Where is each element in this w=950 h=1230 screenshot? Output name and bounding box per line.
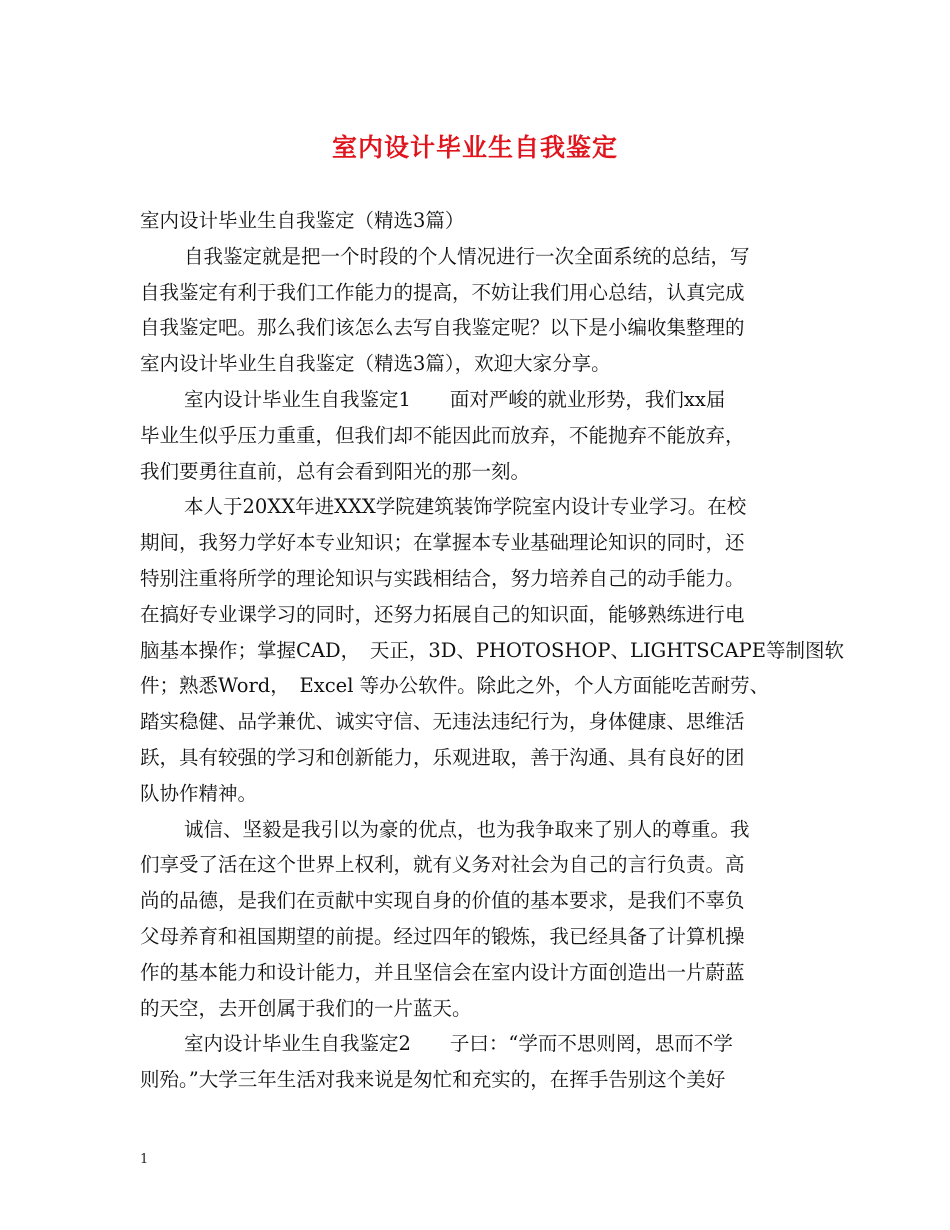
text-line: 毕业生似乎压力重重，但我们却不能因此而放弃，不能抛弃不能放弃， xyxy=(140,423,745,447)
text-line: 父母养育和祖国期望的前提。经过四年的锻炼，我已经具备了计算机操 xyxy=(140,924,745,948)
text-line: 自我鉴定有利于我们工作能力的提高，不妨让我们用心总结，认真完成 xyxy=(140,280,745,304)
text-line: 室内设计毕业生自我鉴定2 子曰：“学而不思则罔，思而不学 xyxy=(184,1032,733,1056)
document-title: 室内设计毕业生自我鉴定 xyxy=(331,133,618,162)
text-line: 自我鉴定就是把一个时段的个人情况进行一次全面系统的总结，写 xyxy=(184,244,750,268)
text-line: 尚的品德，是我们在贡献中实现自身的价值的基本要求，是我们不辜负 xyxy=(140,889,745,913)
text-line: 的天空，去开创属于我们的一片蓝天。 xyxy=(140,996,472,1020)
text-line: 队协作精神。 xyxy=(140,781,258,805)
document-body xyxy=(140,203,844,1098)
text-line: 脑基本操作；掌握CAD， 天正，3D、PHOTOSHOP、LIGHTSCAPE等制图软 xyxy=(140,638,844,662)
text-line: 在搞好专业课学习的同时，还努力拓展自己的知识面，能够熟练进行电 xyxy=(140,602,745,626)
text-line: 期间，我努力学好本专业知识；在掌握本专业基础理论知识的同时，还 xyxy=(140,531,745,555)
text-line: 们享受了活在这个世界上权利，就有义务对社会为自己的言行负责。高 xyxy=(140,853,745,877)
text-line: 特别注重将所学的理论知识与实践相结合，努力培养自己的动手能力。 xyxy=(140,566,745,590)
text-line: 踏实稳健、品学兼优、诚实守信、无违法违纪行为，身体健康、思维活 xyxy=(140,710,745,734)
text-line: 诚信、坚毅是我引以为豪的优点，也为我争取来了别人的尊重。我 xyxy=(184,817,750,841)
text-line: 自我鉴定吧。那么我们该怎么去写自我鉴定呢？以下是小编收集整理的 xyxy=(140,316,745,340)
text-line: 作的基本能力和设计能力，并且坚信会在室内设计方面创造出一片蔚蓝 xyxy=(140,960,745,984)
text-line: 室内设计毕业生自我鉴定（精选3篇） xyxy=(140,209,465,232)
text-line: 件；熟悉Word， Excel 等办公软件。除此之外，个人方面能吃苦耐劳、 xyxy=(140,674,770,698)
text-line: 室内设计毕业生自我鉴定1 面对严峻的就业形势，我们xx届 xyxy=(184,387,726,411)
text-line: 我们要勇往直前，总有会看到阳光的那一刻。 xyxy=(140,459,531,483)
text-line: 跃，具有较强的学习和创新能力，乐观进取，善于沟通、具有良好的团 xyxy=(140,745,745,769)
text-line: 本人于20XX年进XXX学院建筑装饰学院室内设计专业学习。在校 xyxy=(184,495,747,519)
page-number: 1 xyxy=(140,1152,149,1167)
text-line: 则殆。”大学三年生活对我来说是匆忙和充实的，在挥手告别这个美好 xyxy=(140,1068,726,1092)
text-line: 室内设计毕业生自我鉴定（精选3篇），欢迎大家分享。 xyxy=(140,352,611,376)
